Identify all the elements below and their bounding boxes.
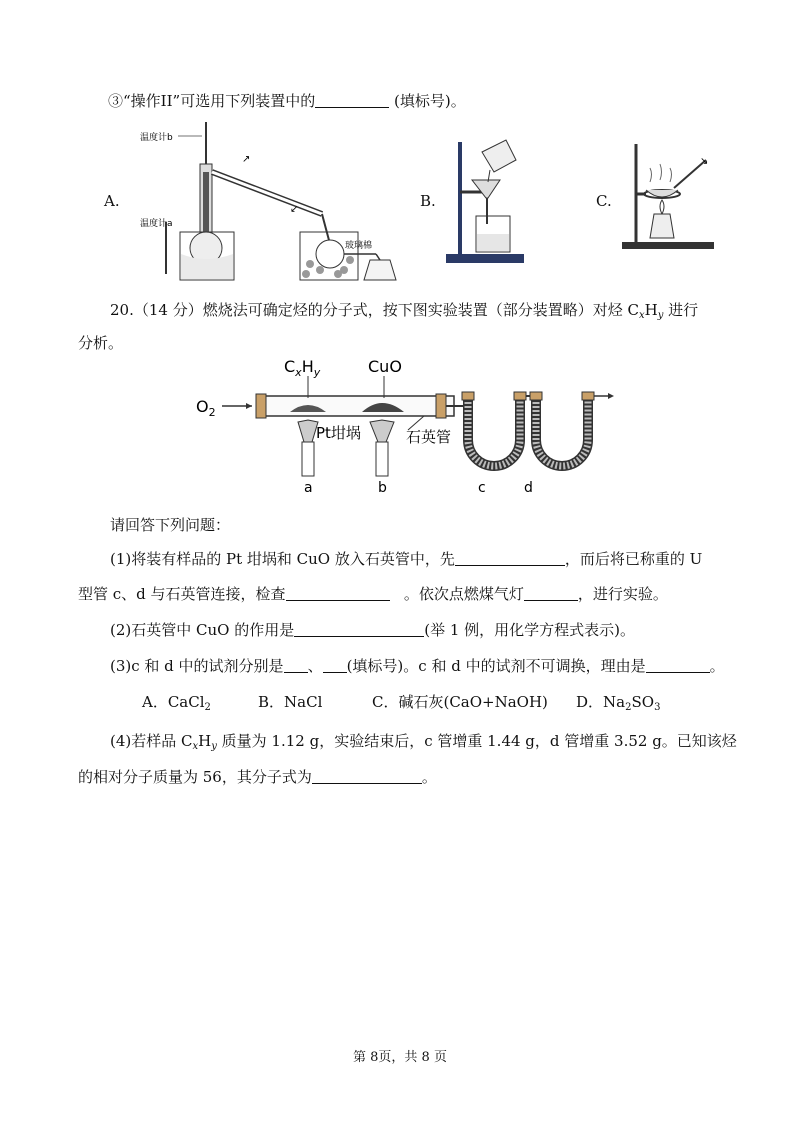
q20-p2: (2)石英管中 CuO 的作用是 (举 1 例，用化学方程式表示)。 — [110, 621, 636, 639]
svg-text:↗: ↗ — [242, 154, 251, 165]
answer-blank[interactable] — [312, 769, 422, 784]
q20-intro-line1: 20.（14 分）燃烧法可确定烃的分子式，按下图实验装置（部分装置略）对烃 $C_xH_y$ 进行 — [110, 301, 699, 321]
evaporation-apparatus-figure — [620, 138, 720, 254]
label-b: b — [378, 480, 387, 496]
thermo-b-label: 温度计b — [140, 133, 173, 143]
pt-crucible-label: Pt坩埚 — [316, 424, 361, 442]
answer-blank[interactable] — [323, 658, 347, 673]
o2-label: $O_2$ — [196, 397, 216, 419]
choice-a: A．CaCl$_2$ — [142, 693, 211, 713]
label-c: c — [478, 480, 486, 496]
q20-p1-line1: (1)将装有样品的 Pt 坩埚和 CuO 放入石英管中，先 ，而后将已称重的 U — [110, 550, 703, 568]
answer-blank[interactable] — [524, 586, 578, 601]
choice-b: B．NaCl — [258, 693, 323, 711]
svg-text:↙: ↙ — [290, 204, 299, 215]
thermo-a-label: 温度计a — [140, 219, 173, 229]
q20-p3: (3)c 和 d 中的试剂分别是 、 (填标号)。c 和 d 中的试剂不可调换，理由是 。 — [110, 657, 725, 675]
cxhy-label: $C_xH_y$ — [284, 357, 321, 379]
answer-blank[interactable] — [646, 658, 710, 673]
answer-blank[interactable] — [455, 551, 565, 566]
filtration-apparatus-figure — [442, 130, 528, 266]
q20-p4-line1: (4)若样品 $C_xH_y$ 质量为 1.12 g，实验结束后，c 管增重 1.44 g，d 管增重 3.52 g。已知该烃 — [110, 732, 737, 752]
answer-blank[interactable] — [286, 586, 390, 601]
distillation-apparatus-figure — [140, 114, 400, 286]
q20-p4-line2: 的相对分子质量为 56，其分子式为 。 — [78, 768, 437, 786]
page-footer: 第 8页，共 8 页 — [353, 1050, 447, 1065]
q20-intro-line2: 分析。 — [78, 334, 124, 352]
answer-blank[interactable] — [315, 93, 389, 108]
choice-c: C．碱石灰(CaO+NaOH) — [372, 693, 548, 711]
choice-d: D．$Na_2SO_3$ — [576, 693, 661, 713]
option-a-label: A. — [104, 192, 120, 210]
option-b-label: B. — [420, 192, 436, 210]
quartz-tube-label: 石英管 — [406, 428, 452, 446]
label-a: a — [304, 480, 313, 496]
q19-item3-text: ③“操作II”可选用下列装置中的 — [108, 92, 316, 110]
answer-blank[interactable] — [284, 658, 308, 673]
q19-item3 — [108, 90, 466, 111]
cuo-label: CuO — [368, 357, 402, 376]
label-d: d — [524, 480, 533, 496]
combustion-apparatus-figure — [186, 350, 616, 496]
option-c-label: C. — [596, 192, 612, 210]
svg-text:↘: ↘ — [700, 156, 709, 167]
q19-item3-suffix: (填标号)。 — [393, 92, 466, 110]
q20-p1-line2: 型管 c、d 与石英管连接，检查 。依次点燃煤气灯 ，进行实验。 — [78, 585, 668, 603]
answer-blank[interactable] — [294, 622, 424, 637]
q20-ask: 请回答下列问题： — [110, 516, 231, 534]
glass-wool-label: 玻璃棉 — [345, 241, 373, 251]
